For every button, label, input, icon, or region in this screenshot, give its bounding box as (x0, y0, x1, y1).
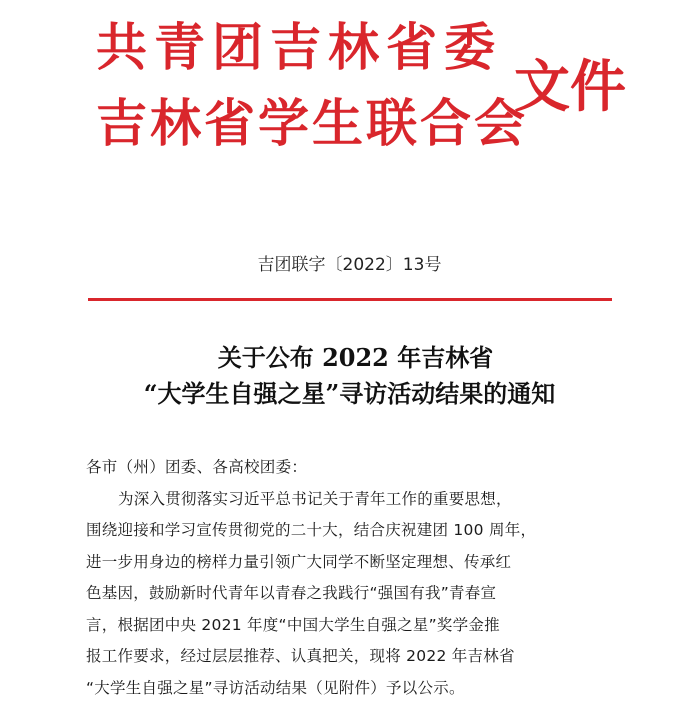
issuer-name-line-2: 吉林省学生联合会 (96, 94, 529, 154)
paragraph-line: 围绕迎接和学习宣传贯彻党的二十大，结合庆祝建团 100 周年， (86, 521, 537, 539)
paragraph-line: 报工作要求，经过层层推荐、认真把关，现将 2022 年吉林省 (86, 647, 515, 665)
notice-body (86, 452, 618, 704)
paragraph-line: 为深入贯彻落实习近平总书记关于青年工作的重要思想， (118, 489, 512, 508)
paragraph-line: “大学生自强之星”寻访活动结果（见附件）予以公示。 (86, 678, 465, 697)
salutation: 各市（州）团委、各高校团委： (86, 458, 308, 476)
notice-title (0, 340, 699, 412)
issuer-name-line-1: 共青团吉林省委 (96, 18, 503, 78)
document-label: 文件 (514, 54, 626, 120)
paragraph-line: 色基因，鼓励新时代青年以青春之我践行“强国有我”青春宣 (86, 584, 497, 602)
notice-title-line-2: “大学生自强之星”寻访活动结果的通知 (143, 379, 556, 408)
document-header (0, 0, 699, 230)
red-divider-line (88, 298, 612, 301)
document-number: 吉团联字〔2022〕13号 (257, 255, 442, 275)
paragraph-line: 进一步用身边的榜样力量引领广大同学不断坚定理想、传承红 (86, 552, 512, 571)
notice-title-line-1: 关于公布 2022 年吉林省 (217, 343, 494, 372)
paragraph-line: 言，根据团中央 2021 年度“中国大学生自强之星”奖学金推 (86, 615, 500, 634)
